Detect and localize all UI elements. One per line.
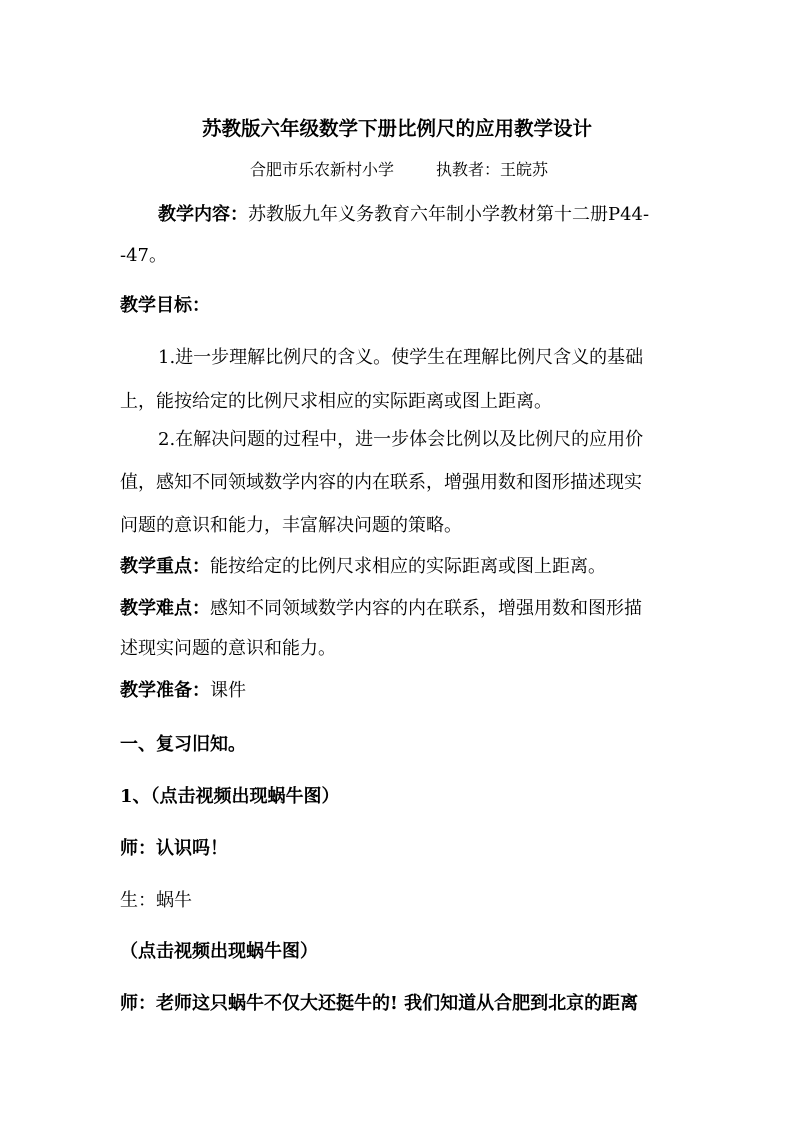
goal-2-line-3: 问题的意识和能力，丰富解决问题的策略。 bbox=[120, 515, 462, 536]
goal-2-line-1: 2.在解决问题的过程中，进一步体会比例以及比例尺的应用价 bbox=[158, 429, 644, 450]
step-1: 1、（点击视频出现蜗牛图） bbox=[120, 786, 340, 807]
key-point-text: 能按给定的比例尺求相应的实际距离或图上距离。 bbox=[210, 556, 606, 577]
goal-1-line-2: 上，能按给定的比例尺求相应的实际距离或图上距离。 bbox=[120, 391, 552, 412]
content-label: 教学内容： bbox=[158, 204, 248, 225]
difficulty-text-1: 感知不同领域数学内容的内在联系，增强用数和图形描 bbox=[210, 598, 642, 619]
student-line-1: 生：蜗牛 bbox=[120, 890, 192, 911]
prep-label: 教学准备： bbox=[120, 680, 210, 701]
byline bbox=[250, 160, 548, 180]
teacher-line-2: 师：老师这只蜗牛不仅大还挺牛的! 我们知道从合肥到北京的距离 bbox=[120, 993, 639, 1014]
preparation bbox=[120, 680, 246, 702]
teacher-line-1: 师：认识吗！ bbox=[120, 838, 228, 859]
section-review-heading: 一、复习旧知。 bbox=[120, 734, 246, 755]
document-title: 苏教版六年级数学下册比例尺的应用教学设计 bbox=[201, 117, 592, 140]
goals-heading: 教学目标： bbox=[120, 295, 210, 316]
difficulty-label: 教学难点： bbox=[120, 598, 210, 619]
prep-text: 课件 bbox=[210, 680, 246, 701]
key-point-label: 教学重点： bbox=[120, 556, 210, 577]
goal-2-line-2: 值，感知不同领域数学内容的内在联系，增强用数和图形描述现实 bbox=[120, 472, 642, 493]
goal-1-line-1: 1.进一步理解比例尺的含义。使学生在理解比例尺含义的基础 bbox=[158, 347, 644, 368]
difficulty-line-1 bbox=[120, 598, 642, 620]
content-text-1: 苏教版九年义务教育六年制小学教材第十二册P44- bbox=[248, 204, 650, 225]
step-2: （点击视频出现蜗牛图） bbox=[120, 941, 318, 962]
teacher-name: 执教者：王皖苏 bbox=[436, 160, 549, 179]
content-line-1 bbox=[158, 204, 649, 226]
key-point bbox=[120, 556, 606, 578]
school-name: 合肥市乐农新村小学 bbox=[250, 160, 395, 179]
difficulty-line-2: 述现实问题的意识和能力。 bbox=[120, 638, 336, 659]
content-line-2: -47。 bbox=[120, 245, 167, 266]
